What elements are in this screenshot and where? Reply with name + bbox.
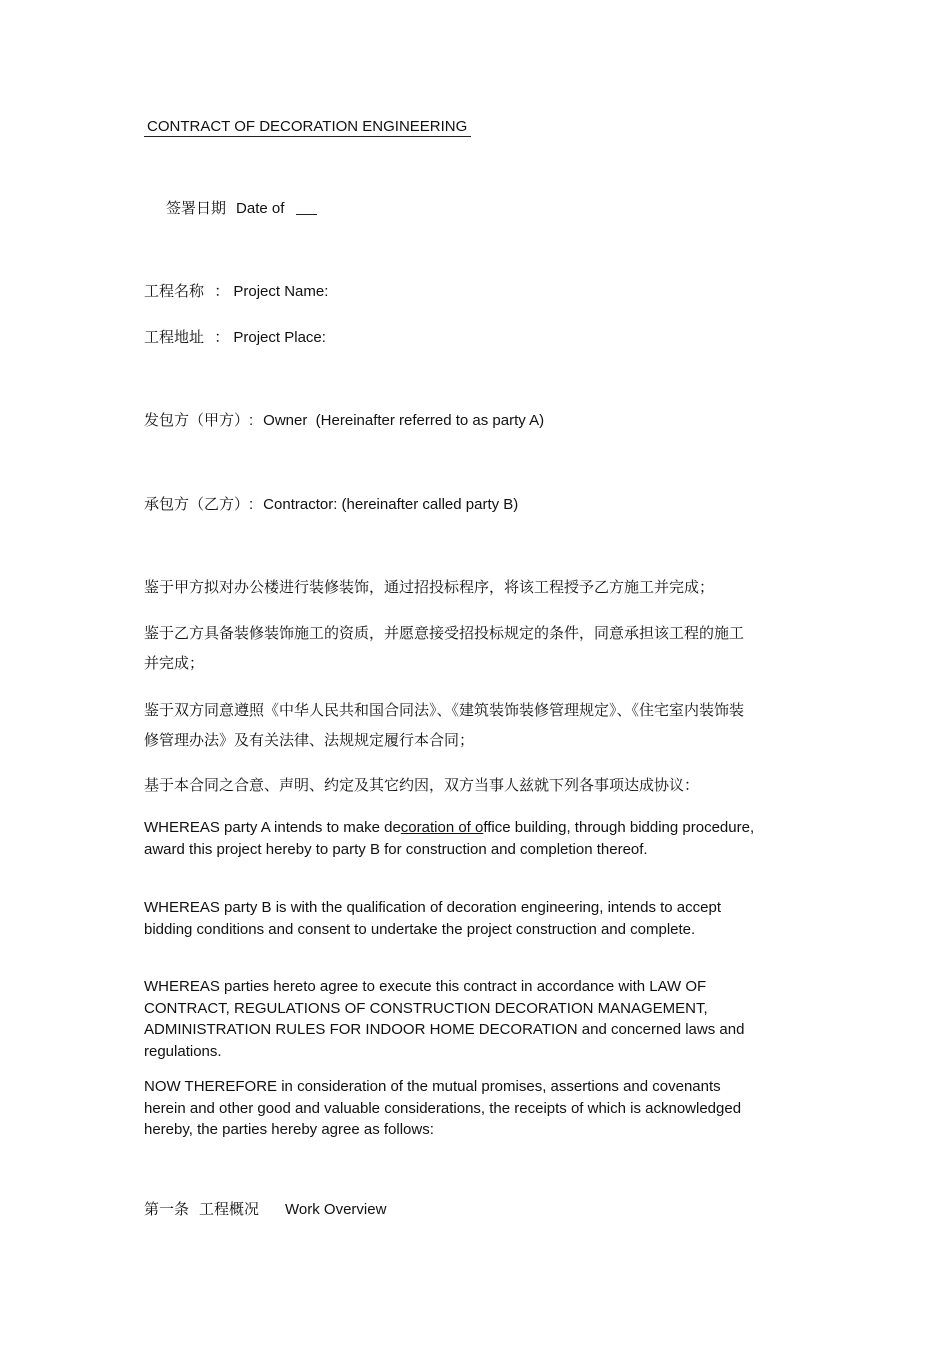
article-1-number: 第一条: [144, 1201, 190, 1218]
contractor-cn: 承包方（乙方）:: [144, 496, 254, 513]
cn-recital-1: 鉴于甲方拟对办公楼进行装修装饰，通过招投标程序，将该工程授予乙方施工并完成；: [144, 579, 715, 596]
project-name-en: Project Name:: [233, 283, 329, 300]
project-place-cn: 工程地址: [144, 329, 205, 346]
cn-recital-3: 鉴于双方同意遵照《中华人民共和国合同法》、《建筑装饰装修管理规定》、《住宅室内装饰装修管理办法》及有关法律、法规规定履行本合同；: [144, 702, 745, 749]
article-1-heading: [144, 1199, 386, 1220]
owner-en: Owner (Hereinafter referred to as party A): [263, 412, 545, 429]
article-1-title-cn: 工程概况: [199, 1201, 260, 1218]
en-recital-1: [144, 817, 764, 860]
project-name-sep: ：: [214, 283, 230, 300]
contractor-line: [144, 494, 518, 515]
date-blank: [296, 200, 317, 215]
owner-cn: 发包方（甲方）:: [144, 412, 254, 429]
cn-recital-2: 鉴于乙方具备装修装饰施工的资质，并愿意接受招投标规定的条件，同意承担该工程的施工并完成；: [144, 625, 745, 672]
project-name-line: [144, 281, 328, 302]
project-name-cn: 工程名称: [144, 283, 205, 300]
project-place-line: [144, 327, 326, 348]
owner-line: [144, 410, 544, 431]
en-recital-4: NOW THEREFORE in consideration of the mutual promises, assertions and covenants herein and other good and valuable considerations, the receipts of which is acknowledged hereby, the parties hereby agree as follows:: [144, 1078, 742, 1138]
signing-date-en: Date of: [236, 200, 285, 217]
signing-date-cn: 签署日期: [166, 200, 227, 217]
project-place-en: Project Place:: [233, 329, 326, 346]
en-recital-1-part-a: WHEREAS party A intends to make de: [144, 819, 401, 836]
document-title: CONTRACT OF DECORATION ENGINEERING: [144, 117, 471, 137]
article-1-title-en: Work Overview: [285, 1201, 387, 1218]
contractor-en: Contractor: (hereinafter called party B): [263, 496, 519, 513]
en-recital-1-part-c: ffice building, through bidding procedure, award this project hereby to party B for construction and completion thereof.: [144, 819, 755, 858]
en-recital-3: WHEREAS parties hereto agree to execute this contract in accordance with LAW OF CONTRACT, REGULATIONS OF CONSTRUCTION DECORATION MANAGEMENT, ADMINISTRATION RULES FOR INDOOR HOME DECORATION and concerned laws and regulations.: [144, 978, 745, 1060]
signing-date-line: [166, 198, 317, 219]
en-recital-2: WHEREAS party B is with the qualification of decoration engineering, intends to accept bidding conditions and consent to undertake the project construction and complete.: [144, 899, 721, 938]
project-place-sep: ：: [214, 329, 230, 346]
cn-recital-4: 基于本合同之合意、声明、约定及其它约因，双方当事人兹就下列各事项达成协议：: [144, 777, 700, 794]
en-recital-1-underlined: coration of o: [400, 819, 484, 836]
